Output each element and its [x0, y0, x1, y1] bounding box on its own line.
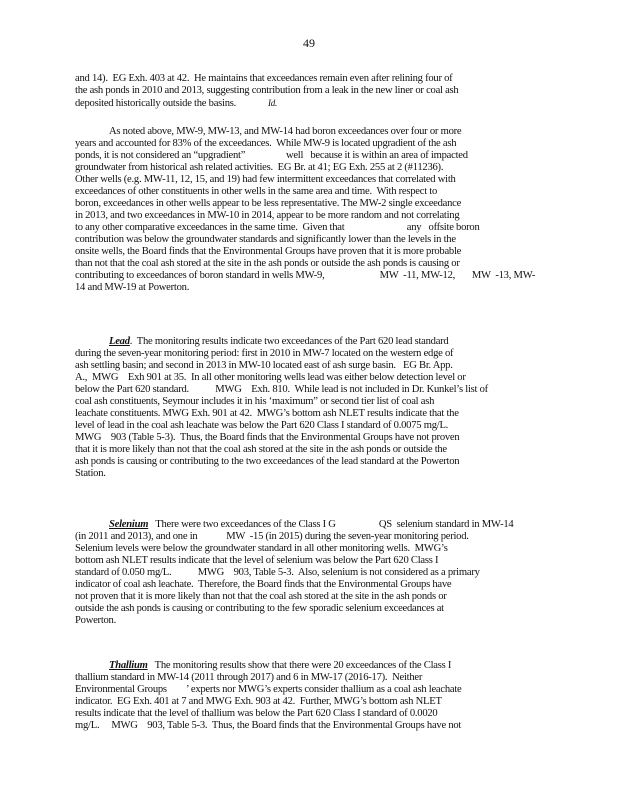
text-line: than not that the coal ash stored at the site in the ash ponds or outside the ash ponds is causing or [75, 258, 460, 269]
text-line: indicator. EG Exh. 401 at 7 and MWG Exh. 903 at 42. Further, MWG’s bottom ash NLET [75, 696, 442, 707]
text-line: A., MWG Exh 901 at 35. In all other monitoring wells lead was either below detection level or [75, 372, 466, 383]
text-line: years and accounted for 83% of the exceedances. While MW-9 is located upgradient of the ash [75, 138, 457, 149]
text-line: to any other comparative exceedances in the same time. Given that any offsite boron [75, 222, 480, 233]
section-heading-selenium: Selenium [109, 519, 149, 530]
text-line: level of lead in the coal ash leachate was below the Part 620 Class I standard of 0.0075 mg/L. [75, 420, 449, 431]
text-line: groundwater from historical ash related activities. EG Br. at 41; EG Exh. 255 at 2 (#11236). [75, 162, 444, 173]
text-line: the ash ponds in 2010 and 2013, suggesting contribution from a leak in the new liner or coal ash [75, 85, 459, 96]
text-line: As noted above, MW-9, MW-13, and MW-14 had boron exceedances over four or more [109, 126, 462, 137]
text-line: Station. [75, 468, 106, 479]
text-line [75, 97, 545, 109]
text-line: indicator of coal ash leachate. Therefore, the Board finds that the Environmental Groups have [75, 579, 452, 590]
text-line: 14 and MW-19 at Powerton. [75, 282, 190, 293]
text-line-content: The monitoring results show that there were 20 exceedances of the Class I [147, 660, 452, 671]
text-line [75, 336, 545, 348]
text-line: mg/L. MWG 903, Table 5-3. Thus, the Board finds that the Environmental Groups have not [75, 720, 462, 731]
text-line: not proven that it is more likely than not that the coal ash stored at the site in the ash ponds or [75, 591, 447, 602]
paragraph-thallium [75, 660, 545, 732]
text-line: contribution was below the groundwater standards and significantly lower than the levels in the [75, 234, 456, 245]
text-line-content: . The monitoring results indicate two exceedances of the Part 620 lead standard [129, 336, 449, 347]
text-line: ponds, it is not considered an “upgradient” well because it is within an area of impacted [75, 150, 468, 161]
section-heading-lead: Lead [109, 336, 130, 347]
text-line: and 14). EG Exh. 403 at 42. He maintains that exceedances remain even after relining four of [75, 73, 453, 84]
text-line: leachate constituents. MWG Exh. 901 at 42. MWG’s bottom ash NLET results indicate that the [75, 408, 459, 419]
text-line: bottom ash NLET results indicate that the level of selenium was below the Part 620 Class I [75, 555, 439, 566]
paragraph-lead [75, 336, 545, 480]
text-line: below the Part 620 standard. MWG Exh. 810. While lead is not included in Dr. Kunkel’s list of [75, 384, 488, 395]
text-line: Selenium levels were below the groundwater standard in all other monitoring wells. MWG’s [75, 543, 448, 554]
text-line: Environmental Groups ’ experts nor MWG’s experts consider thallium as a coal ash leachate [75, 684, 462, 695]
text-line [75, 519, 545, 531]
citation-id: Id. [268, 98, 278, 108]
text-line: ash ponds is causing or contributing to the two exceedances of the lead standard at the Powerton [75, 456, 460, 467]
text-line: boron, exceedances in other wells appear to be less representative. The MW-2 single exceedance [75, 198, 462, 209]
text-line: exceedances of other constituents in other wells in the same area and time. With respect to [75, 186, 438, 197]
text-line-content: There were two exceedances of the Class I G QS selenium standard in MW-14 [148, 519, 514, 530]
text-line: that it is more likely than not that the coal ash stored at the site in the ash ponds or outside the [75, 444, 447, 455]
paragraph-boron [75, 126, 545, 294]
text-line [75, 660, 545, 672]
text-line: results indicate that the level of thallium was below the Part 620 Class I standard of 0.0020 [75, 708, 438, 719]
text-line: Powerton. [75, 615, 117, 626]
text-line: MWG 903 (Table 5-3). Thus, the Board finds that the Environmental Groups have not proven [75, 432, 460, 443]
page-number: 49 [303, 36, 315, 50]
text-line: standard of 0.050 mg/L. MWG 903, Table 5-3. Also, selenium is not considered as a primary [75, 567, 480, 578]
paragraph-selenium [75, 519, 545, 627]
paragraph-continuation [75, 73, 545, 109]
text-line: in 2013, and two exceedances in MW-10 in 2014, appear to be more random and not correlating [75, 210, 460, 221]
text-line: ash settling basin; and second in 2013 in MW-10 located east of ash surge basin. EG Br. App. [75, 360, 453, 371]
text-line: contributing to exceedances of boron standard in wells MW-9, MW -11, MW-12, MW -13, MW- [75, 270, 536, 281]
section-heading-thallium: Thallium [109, 660, 148, 671]
text-line: Other wells (e.g. MW-11, 12, 15, and 19) had few intermittent exceedances that correlated with [75, 174, 456, 185]
text-line: thallium standard in MW-14 (2011 through 2017) and 6 in MW-17 (2016-17). Neither [75, 672, 423, 683]
text-line: coal ash constituents, Seymour includes it in his ‘maximum” or second tier list of coal ash [75, 396, 435, 407]
text-line: onsite wells, the Board finds that the Environmental Groups have proven that it is more probable [75, 246, 462, 257]
text-line: (in 2011 and 2013), and one in MW -15 (in 2015) during the seven-year monitoring period. [75, 531, 469, 542]
text-line: outside the ash ponds is causing or contributing to the few sporadic selenium exceedances at [75, 603, 444, 614]
text-line: during the seven-year monitoring period: first in 2010 in MW-7 located on the western edge of [75, 348, 454, 359]
text-line-content: deposited historically outside the basins. [75, 98, 237, 109]
